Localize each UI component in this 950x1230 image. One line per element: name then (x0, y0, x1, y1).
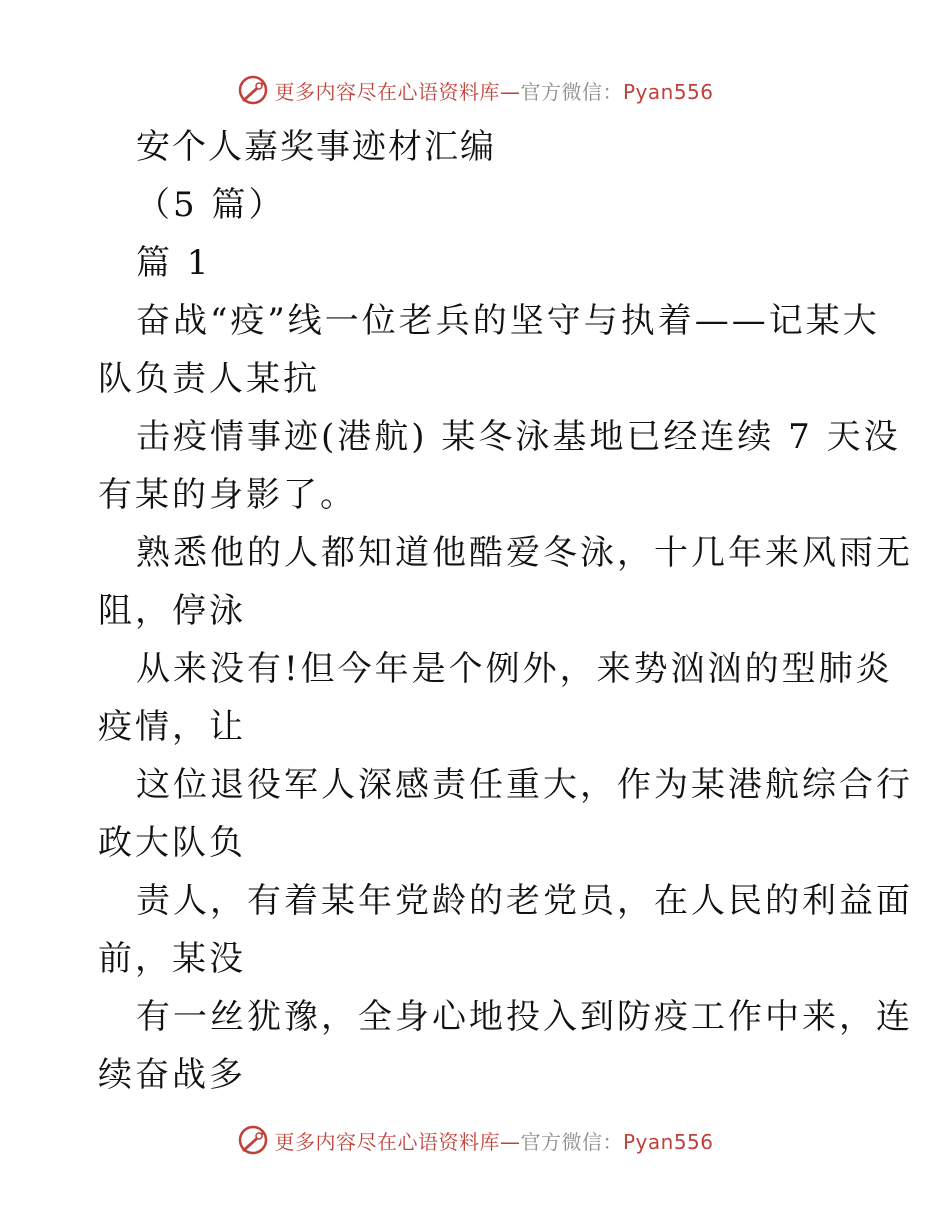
watermark-wechat-label: 官方微信： (520, 79, 623, 104)
document-body (0, 118, 950, 1104)
paragraph-line: 这位退役军人深感责任重大，作为某港航综合行 (136, 765, 913, 805)
paragraph-line: 政大队负 (98, 823, 246, 863)
paragraph-line: 有某的身影了。 (98, 475, 357, 515)
paragraph-line: 奋战“疫”线一位老兵的坚守与执着——记某大 (136, 301, 880, 341)
document-title: 安个人嘉奖事迹材汇编 (136, 127, 496, 167)
watermark-site: 更多内容尽在心语资料库 (274, 1129, 500, 1154)
watermark-separator: — (499, 1129, 521, 1154)
paragraph-line: 续奋战多 (98, 1055, 246, 1095)
watermark-wechat-handle: Pyan556 (622, 1129, 714, 1154)
paragraph-line: 阻，停泳 (98, 591, 246, 631)
paragraph-line: 熟悉他的人都知道他酷爱冬泳，十几年来风雨无 (136, 533, 913, 573)
paragraph-line: 有一丝犹豫，全身心地投入到防疫工作中来，连 (136, 997, 913, 1037)
paragraph-line: 队负责人某抗 (98, 359, 320, 399)
watermark-text (274, 1126, 713, 1155)
paragraph-line: 击疫情事迹(港航) 某冬泳基地已经连续 7 天没 (136, 417, 901, 457)
pen-logo-icon (236, 73, 270, 107)
paragraph-line: 责人，有着某年党龄的老党员，在人民的利益面 (136, 881, 913, 921)
section-heading: 篇 1 (136, 243, 212, 283)
paragraph-line: 前，某没 (98, 939, 246, 979)
watermark-wechat-label: 官方微信： (520, 1129, 623, 1154)
document-subtitle: （5 篇） (136, 185, 286, 225)
paragraph-line: 疫情，让 (98, 707, 246, 747)
watermark-text (274, 76, 713, 105)
header-watermark (0, 70, 950, 110)
footer-watermark (0, 1120, 950, 1160)
watermark-separator: — (499, 79, 521, 104)
pen-logo-icon (236, 1123, 270, 1157)
watermark-site: 更多内容尽在心语资料库 (274, 79, 500, 104)
paragraph-line: 从来没有!但今年是个例外，来势汹汹的型肺炎 (136, 649, 893, 689)
watermark-wechat-handle: Pyan556 (622, 79, 714, 104)
